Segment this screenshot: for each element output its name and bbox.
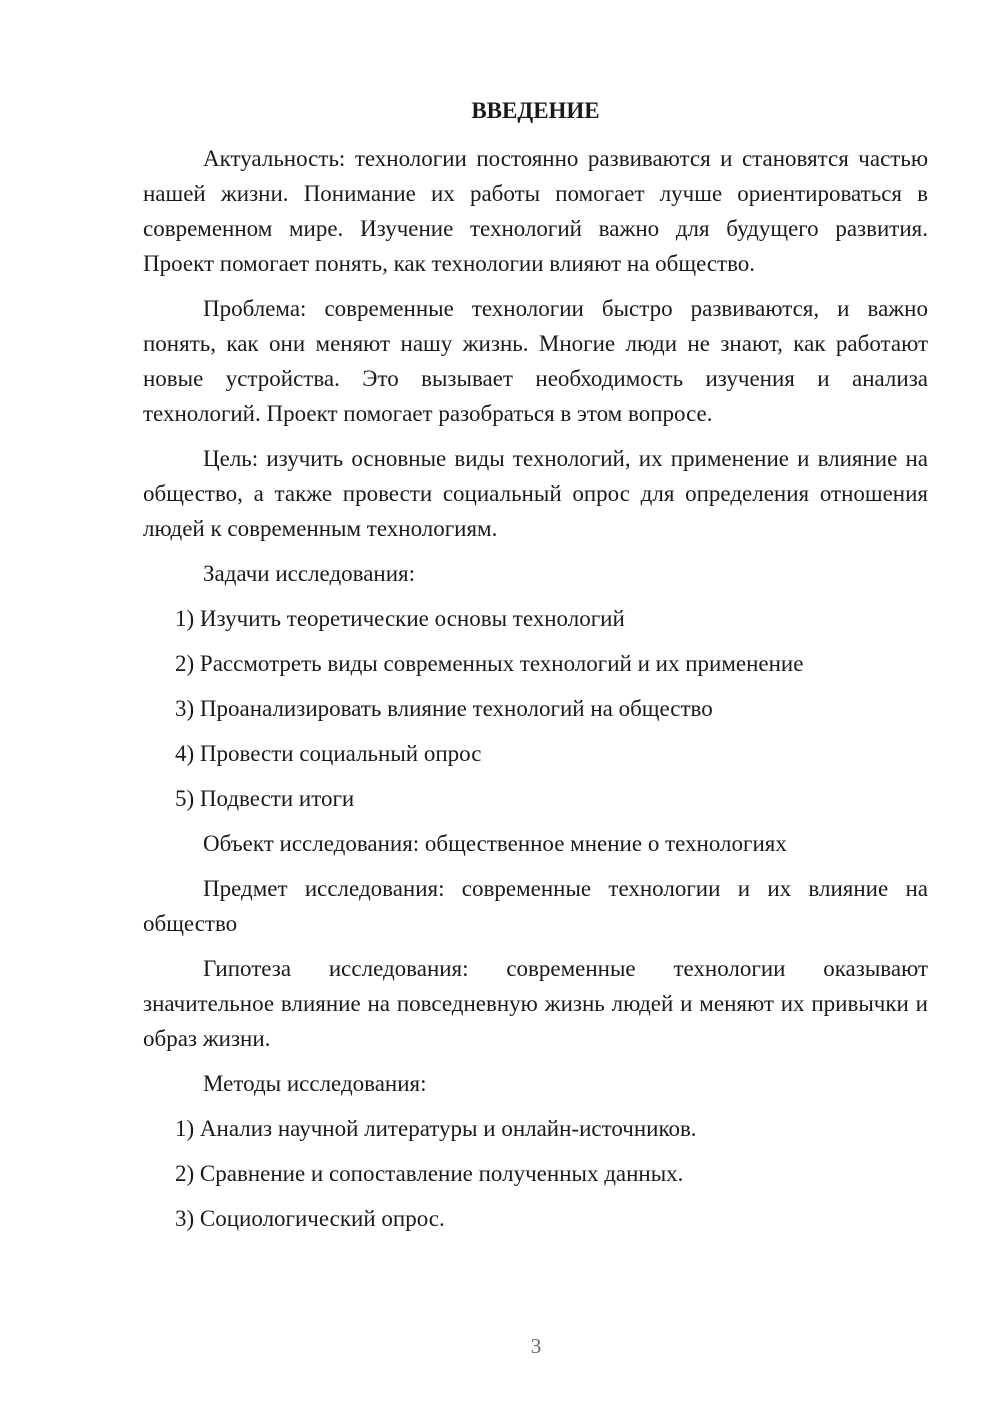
page-title: ВВЕДЕНИЕ: [471, 98, 600, 123]
methods-heading: Методы исследования:: [203, 1071, 427, 1096]
page-content: [143, 93, 928, 1236]
task-item: 2) Рассмотреть виды современных технологий и их применение: [175, 651, 804, 676]
relevance-paragraph: Актуальность: технологии постоянно развиваются и становятся частью нашей жизни. Понимание их работы помогает лучше ориентироваться в современном мире. Изучение технологий важно для будущего развития. Проект помогает понять, как технологии влияют на общество.: [143, 146, 928, 276]
task-item: 3) Проанализировать влияние технологий на общество: [175, 696, 713, 721]
method-item: 1) Анализ научной литературы и онлайн-источников.: [175, 1116, 697, 1141]
task-item: 1) Изучить теоретические основы технологий: [175, 606, 625, 631]
object-line: Объект исследования: общественное мнение о технологиях: [203, 831, 787, 856]
method-item: 2) Сравнение и сопоставление полученных данных.: [175, 1161, 684, 1186]
task-item: 5) Подвести итоги: [175, 786, 355, 811]
problem-paragraph: Проблема: современные технологии быстро развиваются, и важно понять, как они меняют нашу жизнь. Многие люди не знают, как работают новые устройства. Это вызывает необходимость изучения и анализа технологий. Проект помогает разобраться в этом вопросе.: [143, 296, 928, 426]
page-number: 3: [530, 1334, 542, 1358]
subject-paragraph: Предмет исследования: современные технологии и их влияние на общество: [143, 876, 928, 936]
task-item: 4) Провести социальный опрос: [175, 741, 482, 766]
goal-paragraph: Цель: изучить основные виды технологий, их применение и влияние на общество, а также провести социальный опрос для определения отношения людей к современным технологиям.: [143, 446, 928, 541]
method-item: 3) Социологический опрос.: [175, 1206, 445, 1231]
hypothesis-paragraph: Гипотеза исследования: современные технологии оказывают значительное влияние на повседневную жизнь людей и меняют их привычки и образ жизни.: [143, 956, 928, 1051]
tasks-heading: Задачи исследования:: [203, 561, 416, 586]
